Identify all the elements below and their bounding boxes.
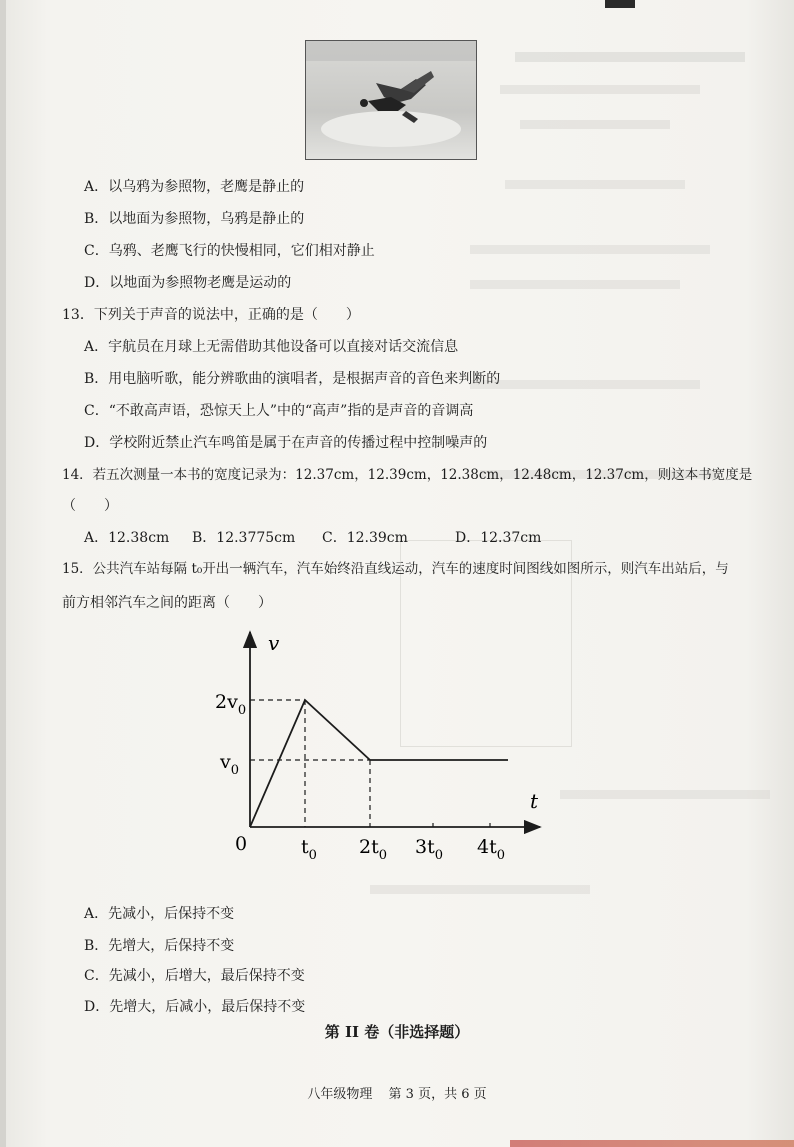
footer-subject: 八年级物理 [307,1087,373,1102]
x-label-4t0: $4t_0$ [477,836,506,863]
q14-stem: 14．若五次测量一本书的宽度记录为：12.37cm，12.39cm，12.38cm，12.48cm，12.37cm，则这本书宽度是 [62,467,753,483]
q13-option-d: D．学校附近禁止汽车鸣笛是属于在声音的传播过程中控制噪声的 [84,435,488,451]
q12-option-a: A．以乌鸦为参照物，老鹰是静止的 [84,179,305,195]
photo-top-strip [306,41,476,61]
q15-option-d: D．先增大，后减小，最后保持不变 [84,999,306,1015]
q14-option-d: D．12.37cm [455,530,542,546]
scan-mark-bottom [510,1140,794,1147]
q12-option-b: B．以地面为参照物，乌鸦是静止的 [84,211,305,227]
q13-option-a: A．宇航员在月球上无需借助其他设备可以直接对话交流信息 [84,339,459,355]
x-label-2t0: $2t_0$ [359,836,388,863]
x-label-t0: $t_0$ [301,836,317,863]
v-axis-label: v [268,631,280,655]
q14-answer-paren: （ ） [62,498,118,514]
scan-mark-top [605,0,635,8]
velocity-time-graph [215,620,555,880]
q12-option-d: D．以地面为参照物老鹰是运动的 [84,275,292,291]
q13-option-b: B．用电脑听歌，能分辨歌曲的演唱者，是根据声音的音色来判断的 [84,371,501,387]
origin-label: 0 [235,833,248,855]
q14-option-a: A．12.38cm [84,530,170,546]
velocity-curve [250,700,508,827]
q14-option-b: B．12.3775cm [192,530,296,546]
t-axis-label: t [530,789,539,813]
q15-option-c: C．先减小，后增大，最后保持不变 [84,968,305,984]
x-label-3t0: $3t_0$ [415,836,444,863]
q15-stem-line2: 前方相邻汽车之间的距离（ ） [62,595,272,611]
section-title: 第 II 卷（非选择题） [324,1023,470,1041]
y-label-v0: $v_0$ [220,751,240,778]
footer-page-number: 第 3 页，共 6 页 [388,1087,487,1102]
q14-option-c: C．12.39cm [322,530,408,546]
crow-eagle-photo [305,40,477,160]
page-footer [0,1083,794,1102]
q15-option-b: B．先增大，后保持不变 [84,938,235,954]
q12-option-c: C．乌鸦、老鹰飞行的快慢相同，它们相对静止 [84,243,375,259]
q15-option-a: A．先减小，后保持不变 [84,906,235,922]
y-label-2v0: $2v_0$ [215,691,247,718]
scan-edge-shadow [0,0,6,1147]
q13-stem: 13．下列关于声音的说法中，正确的是（ ） [62,307,360,323]
q13-option-c: C．“不敢高声语，恐惊天上人”中的“高声”指的是声音的音调高 [84,403,474,419]
q15-stem-line1: 15．公共汽车站每隔 t₀开出一辆汽车，汽车始终沿直线运动，汽车的速度时间图线如图所示，则汽车出站后，与 [62,561,729,577]
